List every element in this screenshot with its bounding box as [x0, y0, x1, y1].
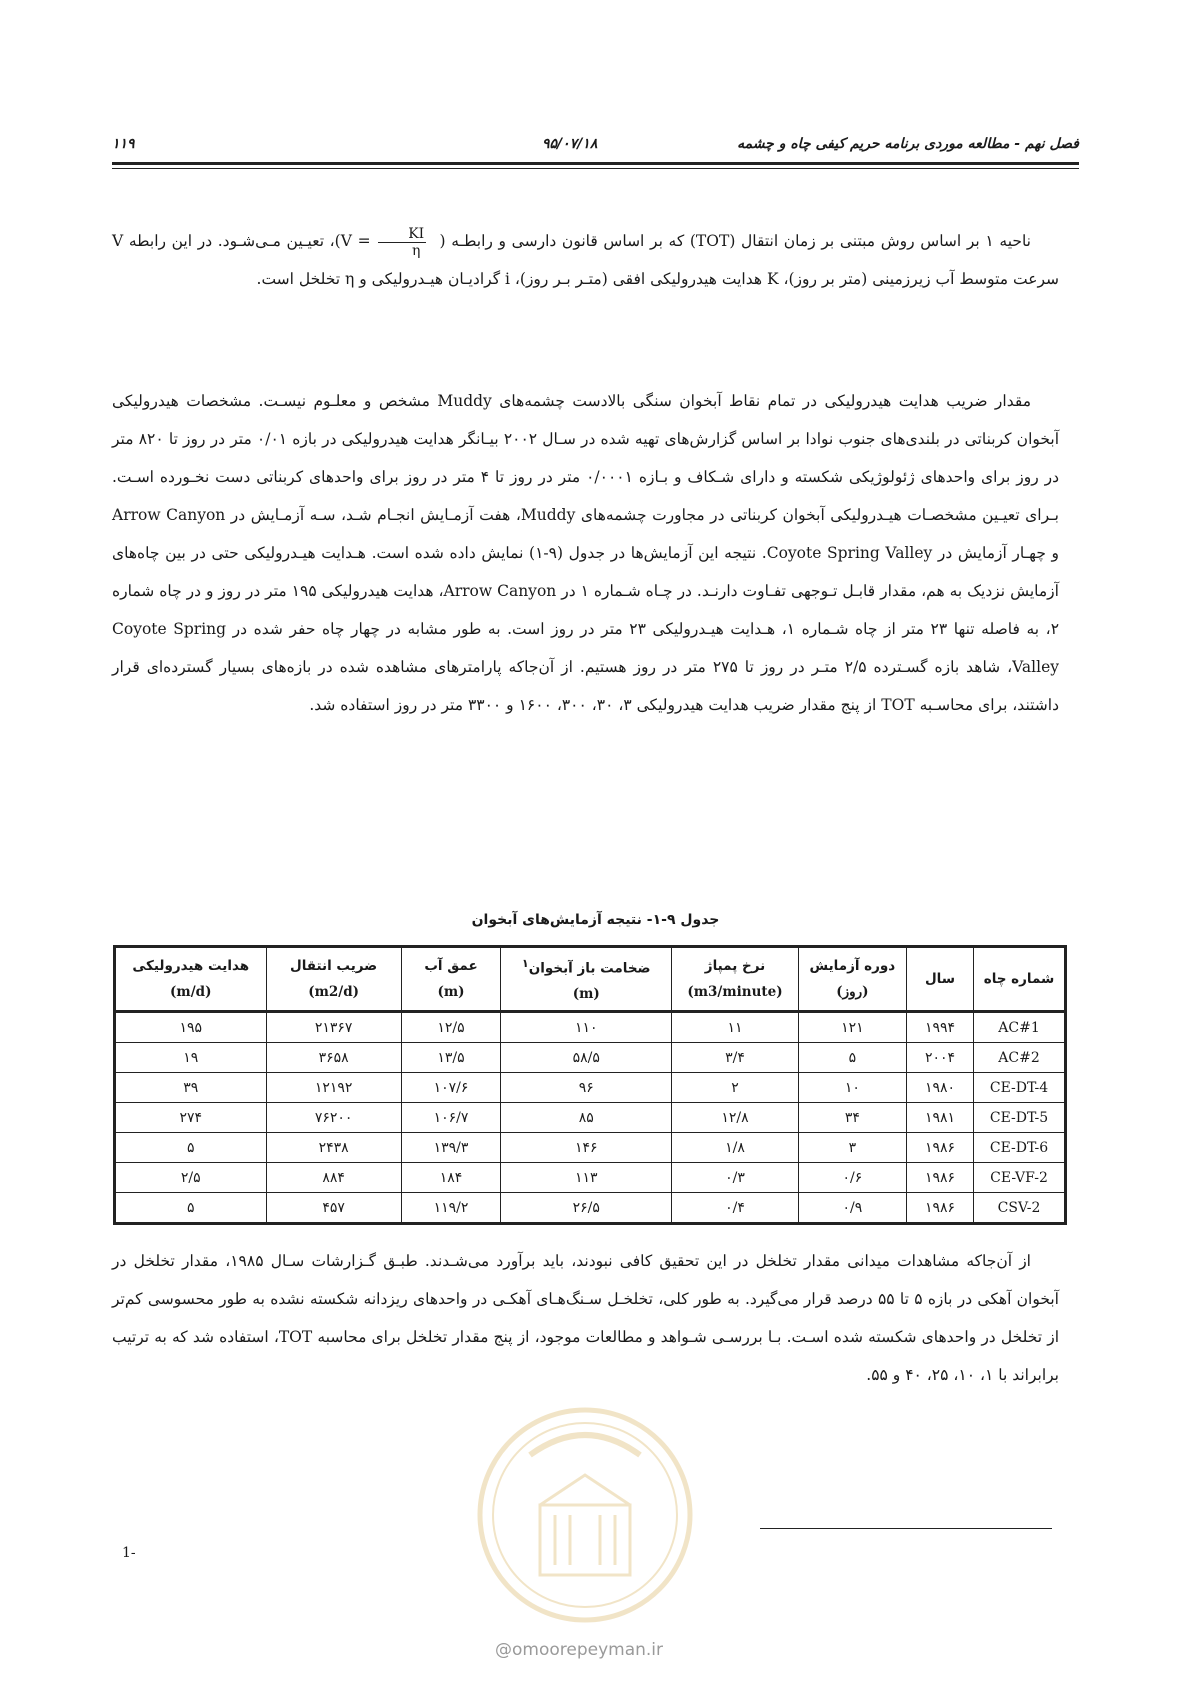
- column-header: [672, 947, 799, 1012]
- footnote-rule: [760, 1528, 1052, 1529]
- table-cell: ۱۹۸۶: [906, 1163, 973, 1193]
- paragraph-3: [112, 1242, 1059, 1394]
- table-cell: ۰/۶: [798, 1163, 906, 1193]
- formula-numerator: KI: [378, 226, 426, 243]
- page-header: [112, 130, 1079, 160]
- table-cell: ۵۸/۵: [501, 1043, 672, 1073]
- paragraph-2-text: مقدار ضریب هدایت هیدرولیکی در تمام نقاط آبخوان سنگی بالادست چشمه‌های Muddy مشخص و معلـوم نیسـت. مشخصات هیدرولیکی آبخوان کربناتی در بلندی‌های جنوب نوادا بر اساس گزارش‌های تهیه شده در سـال ۲۰۰۲ بیـانگر هدایت هیدرولیکی در بازه ۰/۰۱ متر در روز تا ۸۲۰ متر در روز برای واحدهای ژئولوژیکی شکسته و دارای شـکاف و بـازه ۰/۰۰۰۱ متر در روز تا ۴ متر در روز برای واحدهای کربناتی دست نخـورده اسـت. بـرای تعیـین مشخصـات هیـدرولیکی آبخوان کربناتی در مجاورت چشمه‌های Muddy، هفت آزمـایش انجـام شـد، سـه آزمـایش در Arrow Canyon و چهـار آزمایش در Coyote Spring Valley. نتیجه این آزمایش‌ها در جدول (۹-۱) نمایش داده شده است. هـدایت هیـدرولیکی حتی در بین چاه‌های آزمایش نزدیک به هم، مقدار قابـل تـوجهی تفـاوت دارنـد. در چـاه شـماره ۱ در Arrow Canyon، هدایت هیدرولیکی ۱۹۵ متر در روز و در چاه شماره ۲، به فاصله تنها ۲۳ متر از چاه شـماره ۱، هـدایت هیـدرولیکی ۲۳ متر در روز است. به طور مشابه در چهار چاه حفر شده در Coyote Spring Valley، شاهد بازه گسـترده ۲/۵ متـر در روز تا ۲۷۵ متر در روز هستیم. از آن‌جاکه پارامترهای مشاهده شده در بازه‌های بسیار گسترده‌ای قرار داشتند، برای محاسـبه TOT از پنج مقدار ضریب هدایت هیدرولیکی ۳، ۳۰، ۳۰۰، ۱۶۰۰ و ۳۳۰۰ متر در روز استفاده شد.: [112, 392, 1060, 714]
- table-cell: ۱۹۹۴: [906, 1012, 973, 1043]
- aquifer-test-table: [113, 945, 1067, 1225]
- header-rule-thin: [112, 168, 1079, 169]
- table-row: [115, 1133, 1066, 1163]
- table-cell: ۱۳۹/۳: [401, 1133, 501, 1163]
- table-cell: ۱۹۸۰: [906, 1073, 973, 1103]
- column-header: [798, 947, 906, 1012]
- table-cell: ۱۱۰: [501, 1012, 672, 1043]
- table-cell: ۲۶/۵: [501, 1193, 672, 1224]
- table-cell: ۱۹۵: [115, 1012, 267, 1043]
- table-row: [115, 1012, 1066, 1043]
- table-cell: CE-DT-5: [974, 1103, 1066, 1133]
- column-header: [266, 947, 401, 1012]
- table-row: [115, 1073, 1066, 1103]
- table-cell: AC#1: [974, 1012, 1066, 1043]
- table-row: [115, 1193, 1066, 1224]
- table-cell: ۱۲۱: [798, 1012, 906, 1043]
- table-cell: ۱۱۳: [501, 1163, 672, 1193]
- column-label: هدایت هیدرولیکی: [132, 958, 250, 974]
- table-cell: ۲۱۳۶۷: [266, 1012, 401, 1043]
- paragraph-1-end: )، تعیـین مـی‌شـود. در این رابطه V سرعت متوسط آب زیرزمینی (متر بر روز)، K هدایت هیدرولیکی افقی (متـر بـر روز)، i گرادیـان هیـدرولیکی و η تخلخل است.: [112, 232, 1059, 288]
- column-header: [501, 947, 672, 1012]
- column-unit: (m/d): [170, 984, 212, 1000]
- table-cell: ۱۲۱۹۲: [266, 1073, 401, 1103]
- table-cell: ۱۹۸۱: [906, 1103, 973, 1133]
- paragraph-2: [112, 382, 1059, 724]
- column-unit: (m2/d): [308, 984, 360, 1000]
- paragraph-3-text: از آن‌جاکه مشاهدات میدانی مقدار تخلخل در این تحقیق کافی نبودند، باید برآورد می‌شـدند. طبـق گـزارشات سـال ۱۹۸۵، مقدار تخلخل در آبخوان آهکی در بازه ۵ تا ۵۵ درصد قرار می‌گیرد. به طور کلی، تخلخـل سـنگ‌هـای آهکـی در واحدهای ریزدانه شکسته نشده به طور محسوسی کم‌تر از تخلخل در واحدهای شکسته شده اسـت. بـا بررسـی شـواهد و مطالعات موجود، از پنج مقدار تخلخل برای محاسبه TOT، استفاده شد که به ترتیب برابراند با ۱، ۱۰، ۲۵، ۴۰ و ۵۵.: [112, 1252, 1059, 1384]
- table-cell: ۱۲/۸: [672, 1103, 799, 1133]
- table-cell: ۱۹۸۶: [906, 1193, 973, 1224]
- column-label: ضخامت باز آبخوان: [528, 960, 651, 977]
- table-cell: CE-DT-6: [974, 1133, 1066, 1163]
- column-header: [401, 947, 501, 1012]
- column-footnote-marker: ۱: [521, 956, 529, 970]
- header-date: ۹۵/۰۷/۱۸: [542, 136, 598, 152]
- table-cell: ۲۷۴: [115, 1103, 267, 1133]
- table-cell: ۲۴۳۸: [266, 1133, 401, 1163]
- table-cell: ۱۰۷/۶: [401, 1073, 501, 1103]
- column-unit: (m): [572, 986, 600, 1003]
- column-header: [974, 947, 1066, 1012]
- footnote-marker: 1-: [122, 1545, 136, 1561]
- column-label: سال: [924, 971, 956, 987]
- table-cell: ۲۰۰۴: [906, 1043, 973, 1073]
- table-cell: AC#2: [974, 1043, 1066, 1073]
- table-cell: ۵: [115, 1193, 267, 1224]
- table-cell: ۰/۹: [798, 1193, 906, 1224]
- table-cell: ۸۵: [501, 1103, 672, 1133]
- table-cell: ۰/۳: [672, 1163, 799, 1193]
- table-row: [115, 1103, 1066, 1133]
- column-unit: (m3/minute): [687, 984, 783, 1000]
- table-cell: ۱۳/۵: [401, 1043, 501, 1073]
- table-cell: ۴۵۷: [266, 1193, 401, 1224]
- table-body: [115, 1012, 1066, 1224]
- table-cell: ۲: [672, 1073, 799, 1103]
- table-cell: ۹۶: [501, 1073, 672, 1103]
- table-cell: ۱/۸: [672, 1133, 799, 1163]
- table-cell: ۵: [115, 1133, 267, 1163]
- column-unit: (m): [437, 984, 465, 1000]
- table-cell: ۱۱۹/۲: [401, 1193, 501, 1224]
- darcy-formula: [340, 225, 434, 259]
- paragraph-1-start: ناحیه ۱ بر اساس روش مبتنی بر زمان انتقال (TOT) که بر اساس قانون دارسی و رابطـه (: [439, 232, 1031, 250]
- column-label: ضریب انتقال: [290, 958, 378, 974]
- formula-lhs: V =: [340, 232, 371, 250]
- table-cell: ۳۶۵۸: [266, 1043, 401, 1073]
- table-caption: جدول ۹-۱- نتیجه آزمایش‌های آبخوان: [471, 912, 720, 928]
- chapter-title: فصل نهم - مطالعه موردی برنامه حریم کیفی چاه و چشمه: [737, 136, 1079, 152]
- table-cell: ۱۴۶: [501, 1133, 672, 1163]
- table-cell: CE-VF-2: [974, 1163, 1066, 1193]
- table-header-row: [115, 947, 1066, 1012]
- formula-denominator: η: [412, 242, 421, 259]
- table-cell: ۱۸۴: [401, 1163, 501, 1193]
- header-rule-thick: [112, 162, 1079, 165]
- table-row: [115, 1043, 1066, 1073]
- table-cell: ۰/۴: [672, 1193, 799, 1224]
- table-cell: ۸۸۴: [266, 1163, 401, 1193]
- table-cell: ۷۶۲۰۰: [266, 1103, 401, 1133]
- column-label: شماره چاه: [983, 971, 1055, 987]
- table-cell: CE-DT-4: [974, 1073, 1066, 1103]
- omoore-peyman-seal-icon: [470, 1395, 700, 1655]
- formula-fraction: [378, 226, 426, 259]
- watermark-site: @omoorepeyman.ir: [495, 1640, 664, 1660]
- column-label: دوره آزمایش: [809, 958, 896, 974]
- table-row: [115, 1163, 1066, 1193]
- table-cell: ۳۹: [115, 1073, 267, 1103]
- table-cell: ۱۹: [115, 1043, 267, 1073]
- table-cell: ۳: [798, 1133, 906, 1163]
- table-cell: ۱۰: [798, 1073, 906, 1103]
- table-cell: ۳/۴: [672, 1043, 799, 1073]
- table-cell: ۳۴: [798, 1103, 906, 1133]
- table-cell: CSV-2: [974, 1193, 1066, 1224]
- table-cell: ۱۰۶/۷: [401, 1103, 501, 1133]
- table-cell: ۱۹۸۶: [906, 1133, 973, 1163]
- column-header: [115, 947, 267, 1012]
- table-cell: ۵: [798, 1043, 906, 1073]
- table-cell: ۱۱: [672, 1012, 799, 1043]
- column-header: [906, 947, 973, 1012]
- column-label: عمق آب: [424, 958, 478, 974]
- paragraph-1: [112, 222, 1059, 298]
- page-number: ۱۱۹: [112, 136, 135, 152]
- table-cell: ۱۲/۵: [401, 1012, 501, 1043]
- column-unit: (روز): [836, 984, 869, 1000]
- column-label: نرخ پمپاژ: [704, 958, 766, 974]
- table-cell: ۲/۵: [115, 1163, 267, 1193]
